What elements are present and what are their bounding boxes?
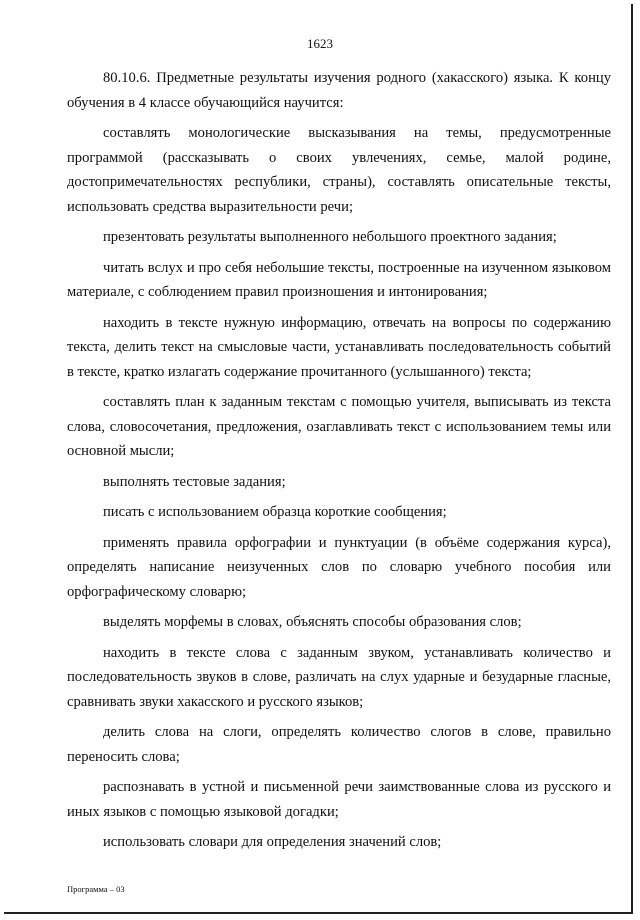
paragraph: составлять план к заданным текстам с помощью учителя, выписывать из текста слова, словосочетания, предложения, озаглавливать текст с использованием темы или основной мысли; xyxy=(67,394,611,459)
footer-label: Программа – 03 xyxy=(67,884,125,894)
document-body xyxy=(67,66,611,861)
paragraph: делить слова на слоги, определять количество слогов в слове, правильно переносить слова; xyxy=(67,724,611,765)
paragraph: выделять морфемы в словах, объяснять способы образования слов; xyxy=(103,614,522,630)
paragraph: презентовать результаты выполненного небольшого проектного задания; xyxy=(103,229,557,245)
page-number: 1623 xyxy=(307,36,333,51)
paragraph: применять правила орфографии и пунктуации (в объёме содержания курса), определять написание неизученных слов по словарю учебного пособия или орфографическому словарю; xyxy=(67,534,611,600)
paragraph: читать вслух и про себя небольшие тексты, построенные на изученном языковом материале, с соблюдением правил произношения и интонирования; xyxy=(67,259,611,300)
paragraph: находить в тексте слова с заданным звуком, устанавливать количество и последовательность звуков в слове, различать на слух ударные и безударные гласные, сравнивать звуки хакасского и русского языков; xyxy=(67,644,611,710)
paragraph: использовать словари для определения значений слов; xyxy=(103,834,442,850)
paragraph: находить в тексте нужную информацию, отвечать на вопросы по содержанию текста, делить текст на смысловые части, устанавливать последовательность событий в тексте, кратко излагать содержание прочитанного (услышанного) текста; xyxy=(67,314,611,380)
section-heading: 80.10.6. Предметные результаты изучения родного (хакасского) языка. К концу обучения в 4 классе обучающийся научится: xyxy=(67,70,611,111)
paragraph: составлять монологические высказывания на темы, предусмотренные программой (рассказывать о своих увлечениях, семье, малой родине, достопримечательностях республики, страны), составлять описательные тексты, использовать средства выразительности речи; xyxy=(67,125,611,215)
paragraph: распознавать в устной и письменной речи заимствованные слова из русского и иных языков с помощью языковой догадки; xyxy=(67,779,611,820)
paragraph: выполнять тестовые задания; xyxy=(103,473,286,490)
paragraph: писать с использованием образца короткие сообщения; xyxy=(103,504,447,520)
